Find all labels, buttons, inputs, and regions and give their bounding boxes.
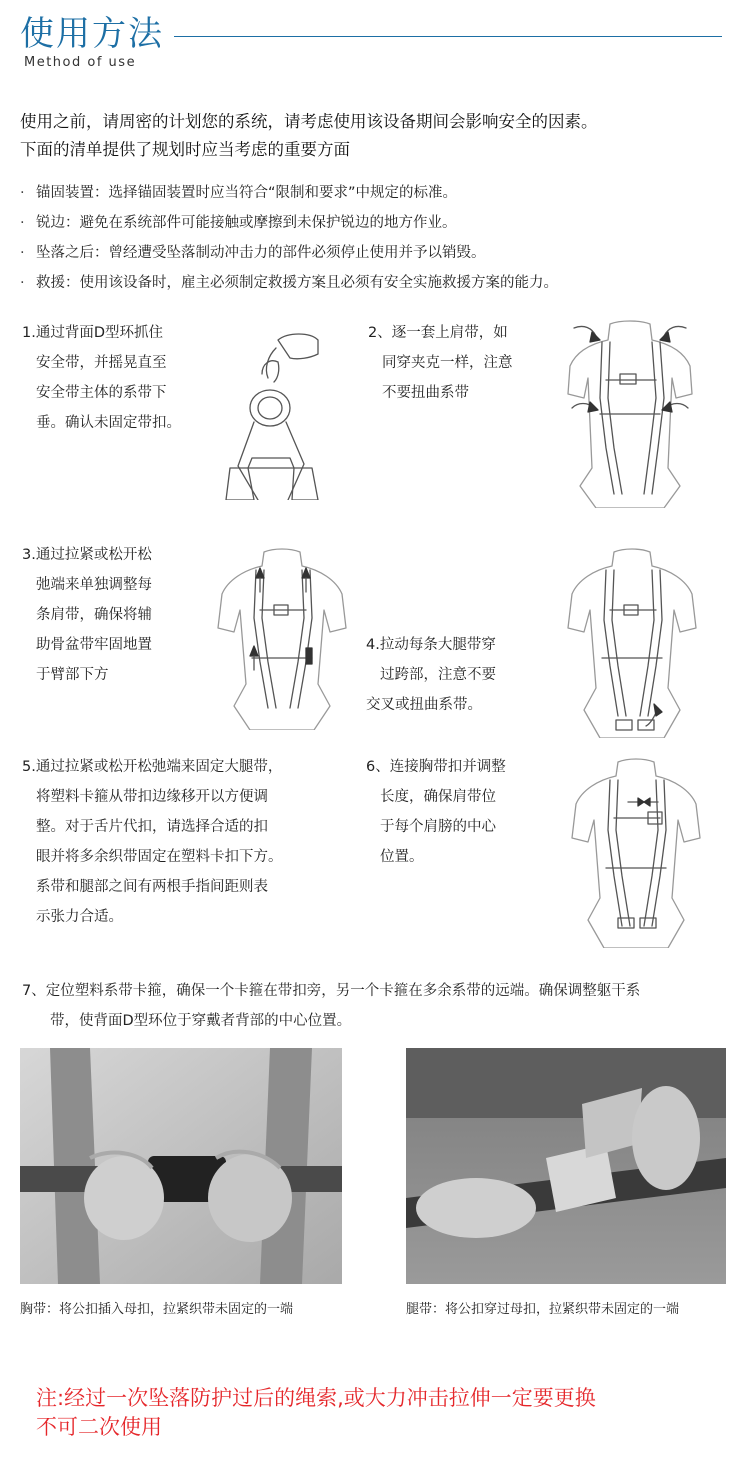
bullet-marker: · [20,185,25,201]
step-line: 同穿夹克一样，注意 [382,355,513,371]
step-5-text [22,752,283,932]
chest-strap-photo [20,1048,342,1284]
leg-strap-photo [406,1048,726,1284]
step-4-text [366,630,496,720]
list-item-text: 锐边：避免在系统部件可能接触或摩擦到未保护锐边的地方作业。 [36,215,457,231]
warning-note [36,1384,596,1442]
step-line: 弛端来单独调整每 [36,577,152,593]
step-line: 1.通过背面D型环抓住 [22,325,163,341]
step-3-text [22,540,152,690]
step-line: 整。对于舌片代扣，请选择合适的扣 [36,819,268,835]
chest-strap-caption: 胸带：将公扣插入母扣，拉紧织带未固定的一端 [20,1302,294,1317]
list-item [20,178,735,208]
page-subtitle: Method of use [24,55,137,70]
step-line: 过跨部，注意不要 [380,667,496,683]
intro-paragraph [20,108,735,164]
title-divider [174,36,722,37]
list-item [20,208,735,238]
step-line: 示张力合适。 [36,909,123,925]
step-line: 带，使背面D型环位于穿戴者背部的中心位置。 [50,1013,352,1029]
step-line: 3.通过拉紧或松开松 [22,547,152,563]
step-line: 6、连接胸带扣并调整 [366,759,506,775]
step-line: 位置。 [380,849,424,865]
step-6-text [366,752,506,872]
intro-line-1: 使用之前，请周密的计划您的系统，请考虑使用该设备期间会影响安全的因素。 [20,112,598,131]
step-line: 5.通过拉紧或松开松弛端来固定大腿带， [22,759,283,775]
list-item [20,238,735,268]
step-7-text [22,976,640,1036]
considerations-list [20,178,735,298]
step-line: 助骨盆带牢固地置 [36,637,152,653]
list-item-text: 救援：使用该设备时，雇主必须制定救援方案且必须有安全实施救援方案的能力。 [36,275,558,291]
step-line: 将塑料卡箍从带扣边缘移开以方便调 [36,789,268,805]
step-line: 7、定位塑料系带卡箍，确保一个卡箍在带扣旁，另一个卡箍在多余系带的远端。确保调整躯干系 [22,983,641,999]
step-2-text [368,318,513,408]
step-line: 条肩带，确保将辅 [36,607,152,623]
step-1-text [22,318,181,438]
step-1-illustration [218,318,328,500]
step-4-illustration [562,548,702,738]
bullet-marker: · [20,215,25,231]
step-line: 不要扭曲系带 [382,385,469,401]
step-line: 系带和腿部之间有两根手指间距则表 [36,879,268,895]
step-line: 垂。确认未固定带扣。 [36,415,181,431]
step-line: 交叉或扭曲系带。 [366,697,482,713]
list-item-text: 锚固装置：选择锚固装置时应当符合“限制和要求”中规定的标准。 [36,185,458,201]
warning-note-line-1: 注:经过一次坠落防护过后的绳索,或大力冲击拉伸一定要更换 [36,1386,596,1410]
step-line: 长度，确保肩带位 [380,789,496,805]
leg-strap-caption: 腿带：将公扣穿过母扣，拉紧织带未固定的一端 [406,1302,680,1317]
page-title: 使用方法 [20,14,164,54]
bullet-marker: · [20,275,25,291]
step-line: 安全带主体的系带下 [36,385,167,401]
step-line: 于每个肩膀的中心 [380,819,496,835]
step-3-illustration [212,548,352,730]
step-6-illustration [566,758,706,948]
list-item [20,268,735,298]
step-line: 2、逐一套上肩带，如 [368,325,508,341]
intro-line-2: 下面的清单提供了规划时应当考虑的重要方面 [20,140,350,159]
step-2-illustration [560,318,700,508]
step-line: 眼并将多余织带固定在塑料卡扣下方。 [36,849,283,865]
step-line: 4.拉动每条大腿带穿 [366,637,496,653]
step-line: 安全带，并摇晃直至 [36,355,167,371]
bullet-marker: · [20,245,25,261]
list-item-text: 坠落之后：曾经遭受坠落制动冲击力的部件必须停止使用并予以销毁。 [36,245,486,261]
step-line: 于臂部下方 [36,667,109,683]
warning-note-line-2: 不可二次使用 [36,1415,162,1439]
